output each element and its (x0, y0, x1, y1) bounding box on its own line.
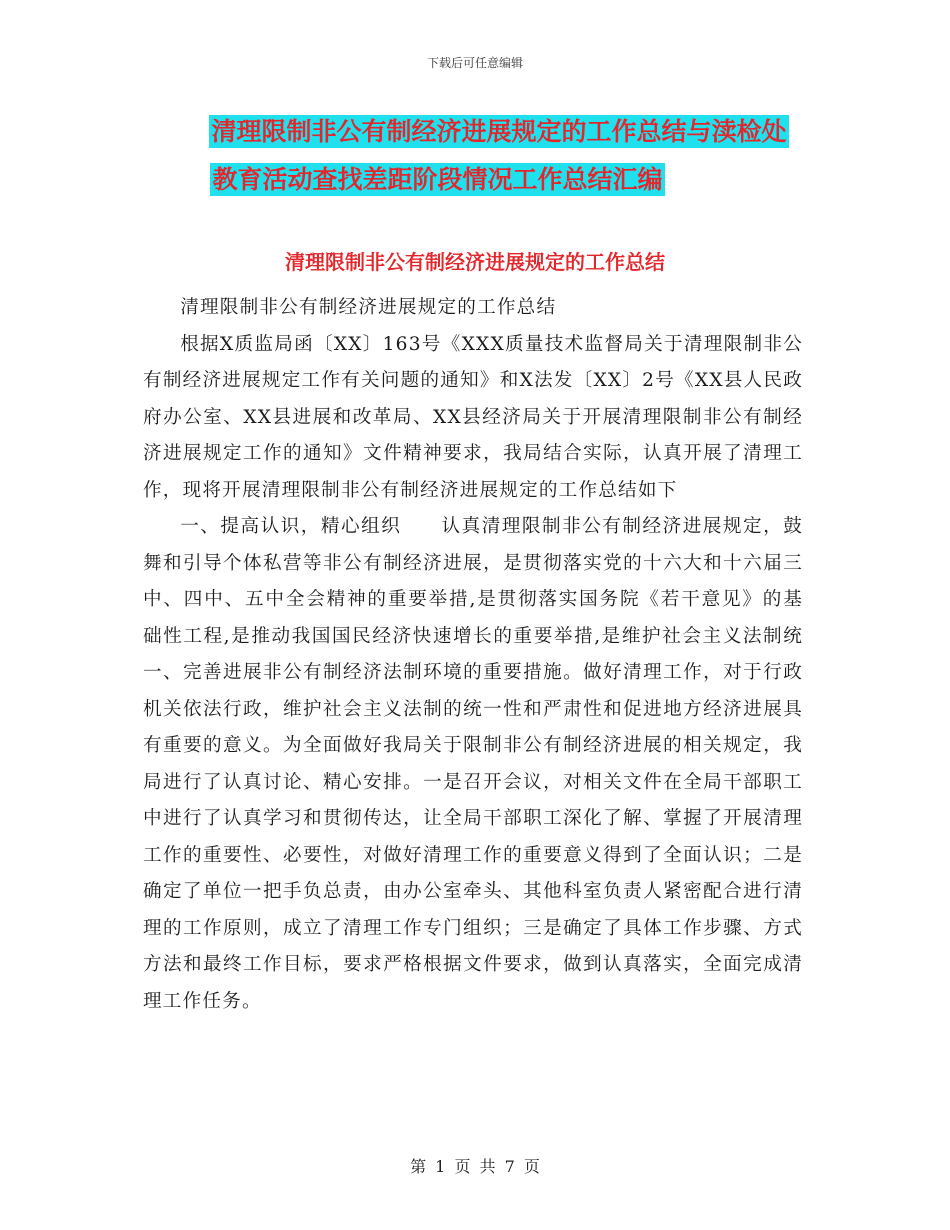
page-header-note: 下载后可任意编辑 (426, 56, 523, 70)
paragraph: 清理限制非公有制经济进展规定的工作总结 (180, 297, 557, 318)
document-title-line-1 (0, 108, 950, 156)
document-title (0, 108, 950, 204)
paragraph: 一、提高认识，精心组织 认真清理限制非公有制经济进展规定，鼓舞和引导个体私营等非公有制经济进展，是贯彻落实党的十六大和十六届三中、四中、五中全会精神的重要举措,是贯彻落实国务院《若干意见》的基础性工程,是推动我国国民经济快速增长的重要举措,是维护社会主义法制统一、完善进展非公有制经济法制环境的重要措施。做好清理工作，对于行政机关依法行政，维护社会主义法制的统一性和严肃性和促进地方经济进展具有重要的意义。为全面做好我局关于限制非公有制经济进展的相关规定，我局进行了认真讨论、精心安排。一是召开会议，对相关文件在全局干部职工中进行了认真学习和贯彻传达，让全局干部职工深化了解、掌握了开展清理工作的重要性、必要性，对做好清理工作的重要意义得到了全面认识；二是确定了单位一把手负总责，由办公室牵头、其他科室负责人紧密配合进行清理的工作原则，成立了清理工作专门组织；三是确定了具体工作步骤、方式方法和最终工作目标，要求严格根据文件要求，做到认真落实，全面完成清理工作任务。 (143, 516, 803, 1012)
title-highlight-2: 教育活动查找差距阶段情况工作总结汇编 (212, 165, 663, 194)
document-body (143, 290, 803, 1020)
section-title: 清理限制非公有制经济进展规定的工作总结 (285, 250, 665, 274)
paragraph: 根据X质监局函〔XX〕163号《XXX质量技术监督局关于清理限制非公有制经济进展规定工作有关问题的通知》和X法发〔XX〕2号《XX县人民政府办公室、XX县进展和改革局、XX县经济局关于开展清理限制非公有制经济进展规定工作的通知》文件精神要求，我局结合实际，认真开展了清理工作，现将开展清理限制非公有制经济进展规定的工作总结如下 (143, 333, 803, 501)
page-number-footer: 第 1 页 共 7 页 (410, 1157, 540, 1176)
title-highlight-1: 清理限制非公有制经济进展规定的工作总结与渎检处 (211, 117, 787, 146)
document-title-line-2 (0, 156, 950, 204)
